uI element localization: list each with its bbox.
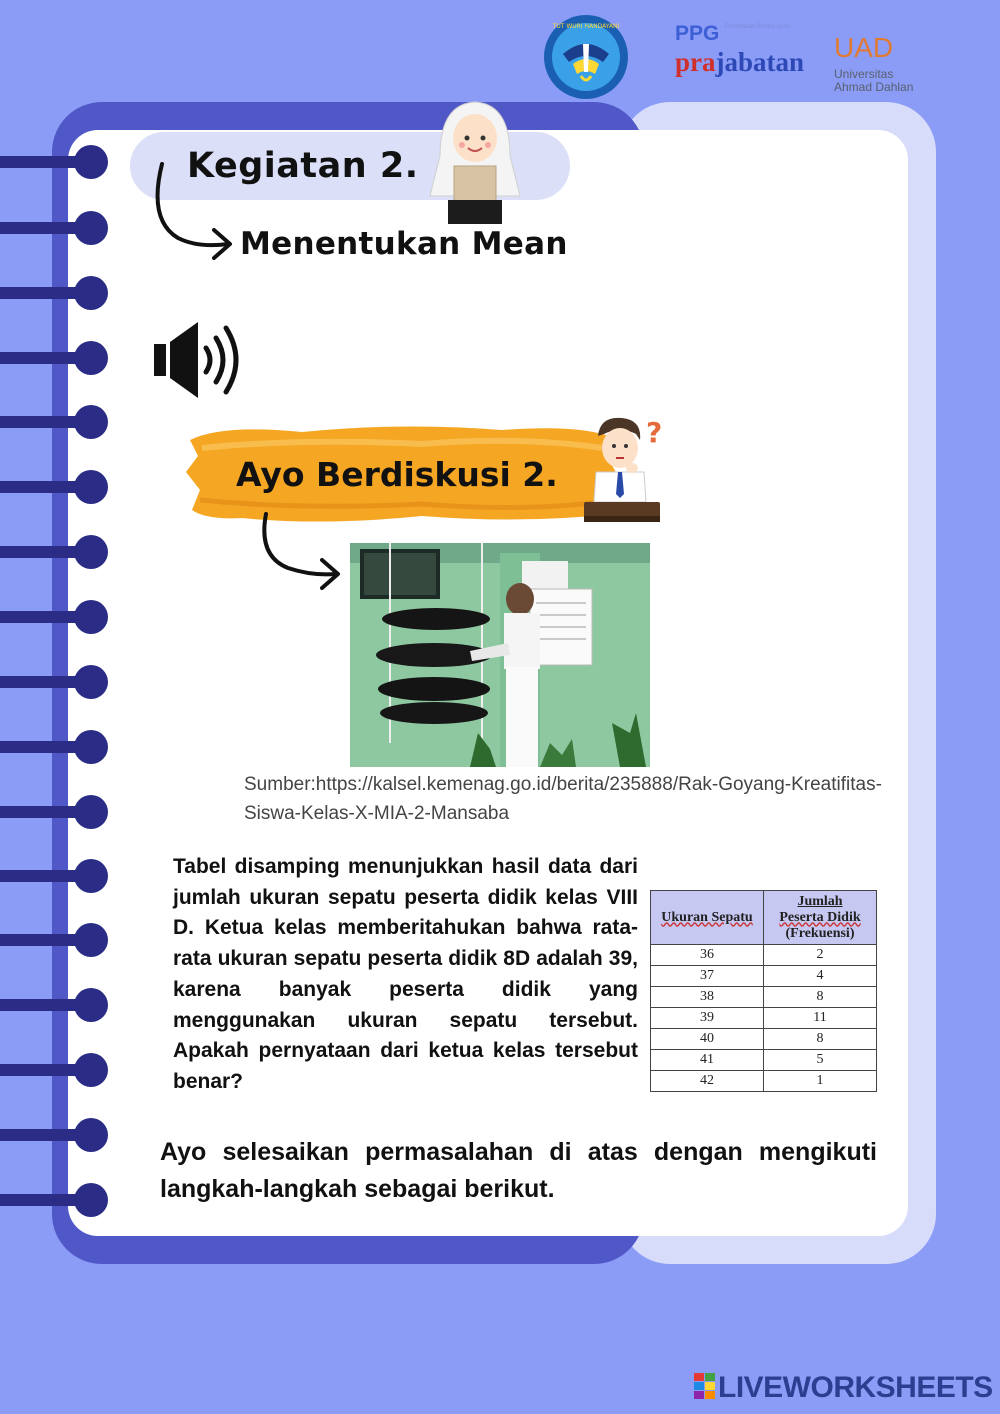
shoe-size-table — [650, 890, 877, 1092]
uad-name-line2: Ahmad Dahlan — [834, 80, 914, 94]
column-header-size-label: Ukuran Sepatu — [661, 909, 753, 925]
uad-label: UAD — [834, 32, 894, 63]
frequency-cell: 4 — [764, 966, 877, 987]
spiral-ring-hole — [74, 795, 108, 829]
discussion-title: Ayo Berdiskusi 2. — [236, 455, 558, 494]
size-cell: 40 — [651, 1029, 764, 1050]
spiral-ring-hole — [74, 859, 108, 893]
tut-wuri-handayani-logo — [543, 14, 629, 100]
activity-title: Kegiatan 2. — [187, 146, 419, 186]
student-girl-illustration — [420, 96, 530, 226]
frequency-cell: 5 — [764, 1050, 877, 1071]
svg-text:?: ? — [646, 416, 663, 449]
spiral-ring-hole — [74, 470, 108, 504]
frequency-header-line3: (Frekuensi) — [785, 925, 855, 941]
frequency-cell: 11 — [764, 1008, 877, 1029]
activity-subtitle: Menentukan Mean — [240, 226, 568, 262]
instruction-text: Ayo selesaikan permasalahan di atas dengan mengikuti langkah-langkah sebagai berikut. — [160, 1138, 877, 1203]
speaker-icon[interactable] — [150, 318, 246, 402]
spiral-ring-hole — [74, 730, 108, 764]
thinking-student-illustration — [584, 412, 664, 524]
spiral-ring-hole — [74, 1183, 108, 1217]
ppg-small-label: Pendidikan Profesi Guru — [725, 24, 791, 30]
classroom-photo — [350, 543, 650, 767]
table-row — [651, 945, 877, 966]
spiral-ring-hole — [74, 1053, 108, 1087]
curved-arrow-icon-2 — [258, 510, 346, 590]
frequency-header-line1: Jumlah — [797, 893, 843, 909]
table-row — [651, 1050, 877, 1071]
table-row — [651, 1029, 877, 1050]
liveworksheets-brand: LIVEWORKSHEETS — [718, 1371, 993, 1404]
table-row — [651, 1071, 877, 1092]
spiral-ring-hole — [74, 211, 108, 245]
size-cell: 42 — [651, 1071, 764, 1092]
frequency-cell: 2 — [764, 945, 877, 966]
size-cell: 36 — [651, 945, 764, 966]
table-row — [651, 1008, 877, 1029]
spiral-ring-hole — [74, 988, 108, 1022]
spiral-ring-hole — [74, 1118, 108, 1152]
size-cell: 41 — [651, 1050, 764, 1071]
logo-motto: TUT WURI HANDAYANI — [552, 23, 620, 30]
spiral-ring-hole — [74, 341, 108, 375]
frequency-cell: 8 — [764, 987, 877, 1008]
size-cell: 38 — [651, 987, 764, 1008]
spiral-ring-hole — [74, 535, 108, 569]
frequency-cell: 8 — [764, 1029, 877, 1050]
spiral-ring-hole — [74, 405, 108, 439]
ppg-jabatan: jabatan — [715, 47, 805, 77]
image-source-caption: Sumber:https://kalsel.kemenag.go.id/berita/235888/Rak-Goyang-Kreatifitas-Siswa-Kelas-X-MIA-2-Mansaba — [244, 774, 882, 824]
uad-logo — [834, 32, 913, 94]
table-header-row — [651, 891, 877, 945]
liveworksheets-logo-icon — [694, 1373, 716, 1401]
spiral-ring-hole — [74, 923, 108, 957]
column-header-frequency — [764, 891, 877, 945]
ppg-label: PPG — [675, 22, 720, 45]
curved-arrow-icon — [148, 160, 240, 264]
ppg-pra: pra — [675, 47, 716, 77]
spiral-ring-hole — [74, 276, 108, 310]
size-cell: 39 — [651, 1008, 764, 1029]
table-row — [651, 966, 877, 987]
question-text: Tabel disamping menunjukkan hasil data dari jumlah ukuran sepatu peserta didik kelas VIII D. Ketua kelas memberitahukan bahwa rata-rata ukuran sepatu peserta didik 8D adalah 39, karena banyak peserta didik yang menggunakan ukuran sepatu tersebut. Apakah pernyataan dari ketua kelas tersebut benar? — [173, 855, 638, 1093]
table-row — [651, 987, 877, 1008]
spiral-ring-hole — [74, 600, 108, 634]
frequency-cell: 1 — [764, 1071, 877, 1092]
spiral-ring-hole — [74, 145, 108, 179]
ppg-prajabatan-logo — [675, 22, 804, 78]
size-cell: 37 — [651, 966, 764, 987]
spiral-ring-hole — [74, 665, 108, 699]
column-header-size — [651, 891, 764, 945]
uad-name-line1: Universitas — [834, 67, 894, 81]
frequency-header-line2: Peserta Didik — [779, 909, 861, 925]
